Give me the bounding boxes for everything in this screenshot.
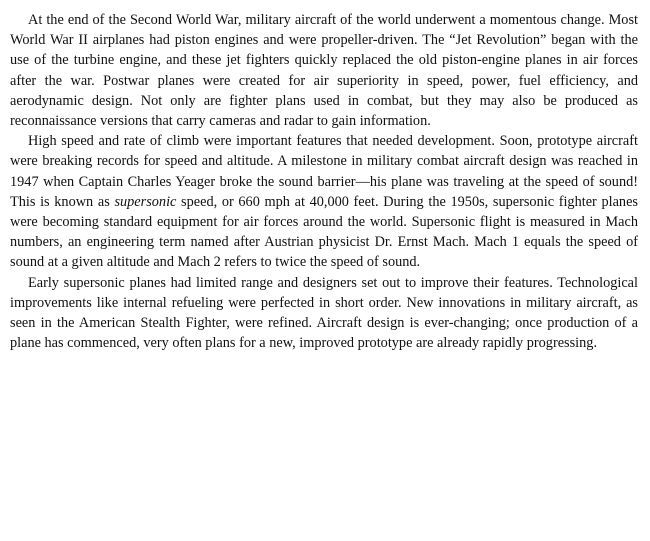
- paragraph-1: [10, 10, 638, 131]
- paragraph-2-text-2: speed, or 660 mph at 40,000 feet. During the 1950s, supersonic fighter planes were becoming standard equipment for air forces around the world. Supersonic flight is measured in Mach numbers, an engineering term named after Austrian physicist Dr. Ernst Mach. Mach 1 equals the speed of sound at a given altitude and Mach 2 refers to twice the speed of sound.: [10, 193, 638, 271]
- paragraph-2: [10, 131, 638, 272]
- paragraph-1-text-0: At the end of the Second World War, military aircraft of the world underwent a momentous change. Most World War II airplanes had piston engines and were propeller-driven. The “Jet Revolution” began with the use of the turbine engine, and these jet fighters quickly replaced the old piston-engine planes in air forces after the war. Postwar planes were created for air superiority in speed, power, fuel efficiency, and aerodynamic design. Not only are fighter plans used in combat, but they may also be produced as reconnaissance versions that carry cameras and radar to gain information.: [10, 12, 638, 130]
- paragraph-2-text-0: High speed and rate of climb were important features that needed development. Soon, prototype aircraft were breaking records for speed and altitude. A milestone in military combat aircraft design was reached in 1947 when Captain Charles Yeager broke the sound barrier—his plane was traveling at the speed of sound! This is known as: [10, 133, 638, 210]
- paragraph-3-text-0: Early supersonic planes had limited range and designers set out to improve their features. Technological improvements like internal refueling were perfected in short order. New innovations in military aircraft, as seen in the American Stealth Fighter, were refined. Aircraft design is ever-changing; once production of a plane has commenced, very often plans for a new, improved prototype are already rapidly progressing.: [10, 274, 638, 352]
- article-body: [10, 10, 638, 353]
- paragraph-3: [10, 273, 638, 354]
- paragraph-2-emphasis-1: supersonic: [114, 193, 177, 210]
